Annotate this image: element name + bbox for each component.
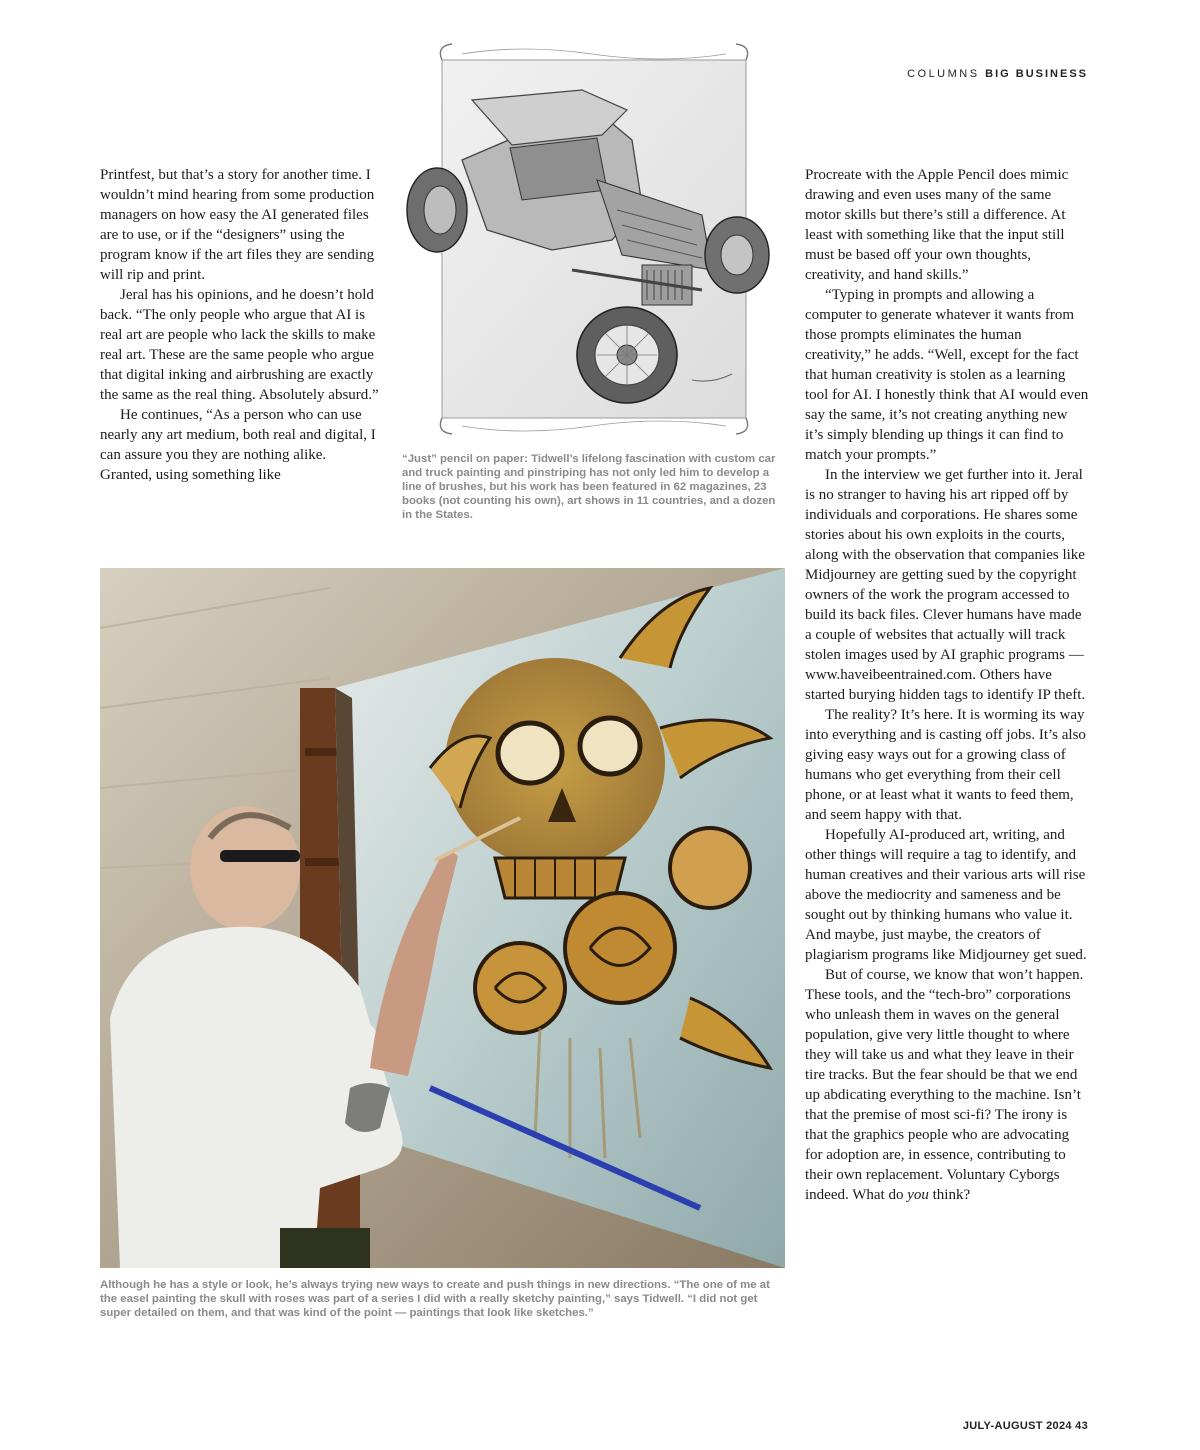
closing-text: But of course, we know that won’t happen. These tools, and the “tech-bro” corporations who unleash them in waves on the general population, give very little thought to where they will take us and what they leave in their tire tracks. But the fear should be that we end up abdicating everything to the machine. Isn’t that the premise of most sci-fi? The irony is that the graphics people who are advocating for adoption are, in essence, contributing to their own replacement. Voluntary Cyborgs indeed. What do (805, 967, 1084, 1203)
running-header (907, 68, 1088, 80)
right-paragraph-2: “Typing in prompts and allowing a computer to generate whatever it wants from those prompts eliminates the human creativity,” he adds. “Well, except for the fact that human creativity is stolen as a learning tool for AI. I honestly think that AI would even say the same, it’s not creating anything new it’s simply blending up things it can find to match your prompts.” (805, 287, 1089, 463)
left-text-column (100, 165, 380, 485)
left-paragraph-1: Printfest, but that’s a story for another time. I wouldn’t mind hearing from some production managers on how easy the AI generated files are to use, or if the “designers” using the program know if the art files they are sending will rip and print. (100, 167, 375, 283)
drawing-caption: “Just” pencil on paper: Tidwell’s lifelong fascination with custom car and truck painting and pinstriping has not only led him to develop a line of brushes, but his work has been featured in 62 magazines, 23 books (not counting his own), art shows in 11 countries, and a dozen in the States. (402, 453, 776, 521)
left-paragraph-3: He continues, “As a person who can use nearly any art medium, both real and digital, I can assure you they are nothing alike. Granted, using something like (100, 407, 376, 483)
hot-rod-pencil-drawing (402, 40, 784, 440)
left-paragraph-2: Jeral has his opinions, and he doesn’t hold back. “The only people who argue that AI is real art are people who lack the skills to make real art. These are the same people who argue that digital inking and airbrushing are exactly the same as the real thing. Absolutely absurd.” (100, 287, 379, 403)
emphasis-you: you (907, 1187, 929, 1203)
right-paragraph-6 (805, 965, 1089, 1205)
page-number: 43 (1075, 1420, 1088, 1432)
closing-end: think? (928, 1187, 971, 1203)
photo-caption: Although he has a style or look, he’s always trying new ways to create and push things in new directions. “The one of me at the easel painting the skull with roses was part of a series I did with a really sketchy painting,” says Tidwell. “I did not get super detailed on them, and that was kind of the point — paintings that look like sketches.” (100, 1279, 770, 1319)
page-footer (963, 1420, 1088, 1432)
header-column-name: BIG BUSINESS (985, 68, 1088, 80)
right-paragraph-3: In the interview we get further into it. Jeral is no stranger to having his art ripped off by individuals and corporations. He shares some stories about his own exploits in the courts, along with the observation that companies like Midjourney are getting sued by the copyright owners of the work the program accessed to build its back files. Clever humans have made a couple of websites that actually will track stolen images used by AI graphic programs — www.haveibeentrained.com. Others have started burying hidden tags to identify IP theft. (805, 467, 1086, 703)
header-section: COLUMNS (907, 68, 980, 80)
artist-painting-photo (100, 568, 785, 1268)
right-paragraph-4: The reality? It’s here. It is worming its way into everything and is casting off jobs. It’s also giving easy ways out for a growing class of humans who get everything from their cell phone, or at least what it wants to feed them, and seem happy with that. (805, 707, 1086, 823)
right-text-column (805, 165, 1089, 1205)
right-paragraph-1: Procreate with the Apple Pencil does mimic drawing and even uses many of the same motor skills but there’s still a difference. At least with something like that the input still must be based off your own thoughts, creativity, and hand skills.” (805, 167, 1069, 283)
right-paragraph-5: Hopefully AI-produced art, writing, and other things will require a tag to identify, and human creatives and their various arts will rise above the mediocrity and sameness and be sought out by thinking humans who value it. And maybe, just maybe, the creators of plagiarism programs like Midjourney get sued. (805, 827, 1087, 963)
issue-date: JULY-AUGUST 2024 (962, 1420, 1072, 1432)
